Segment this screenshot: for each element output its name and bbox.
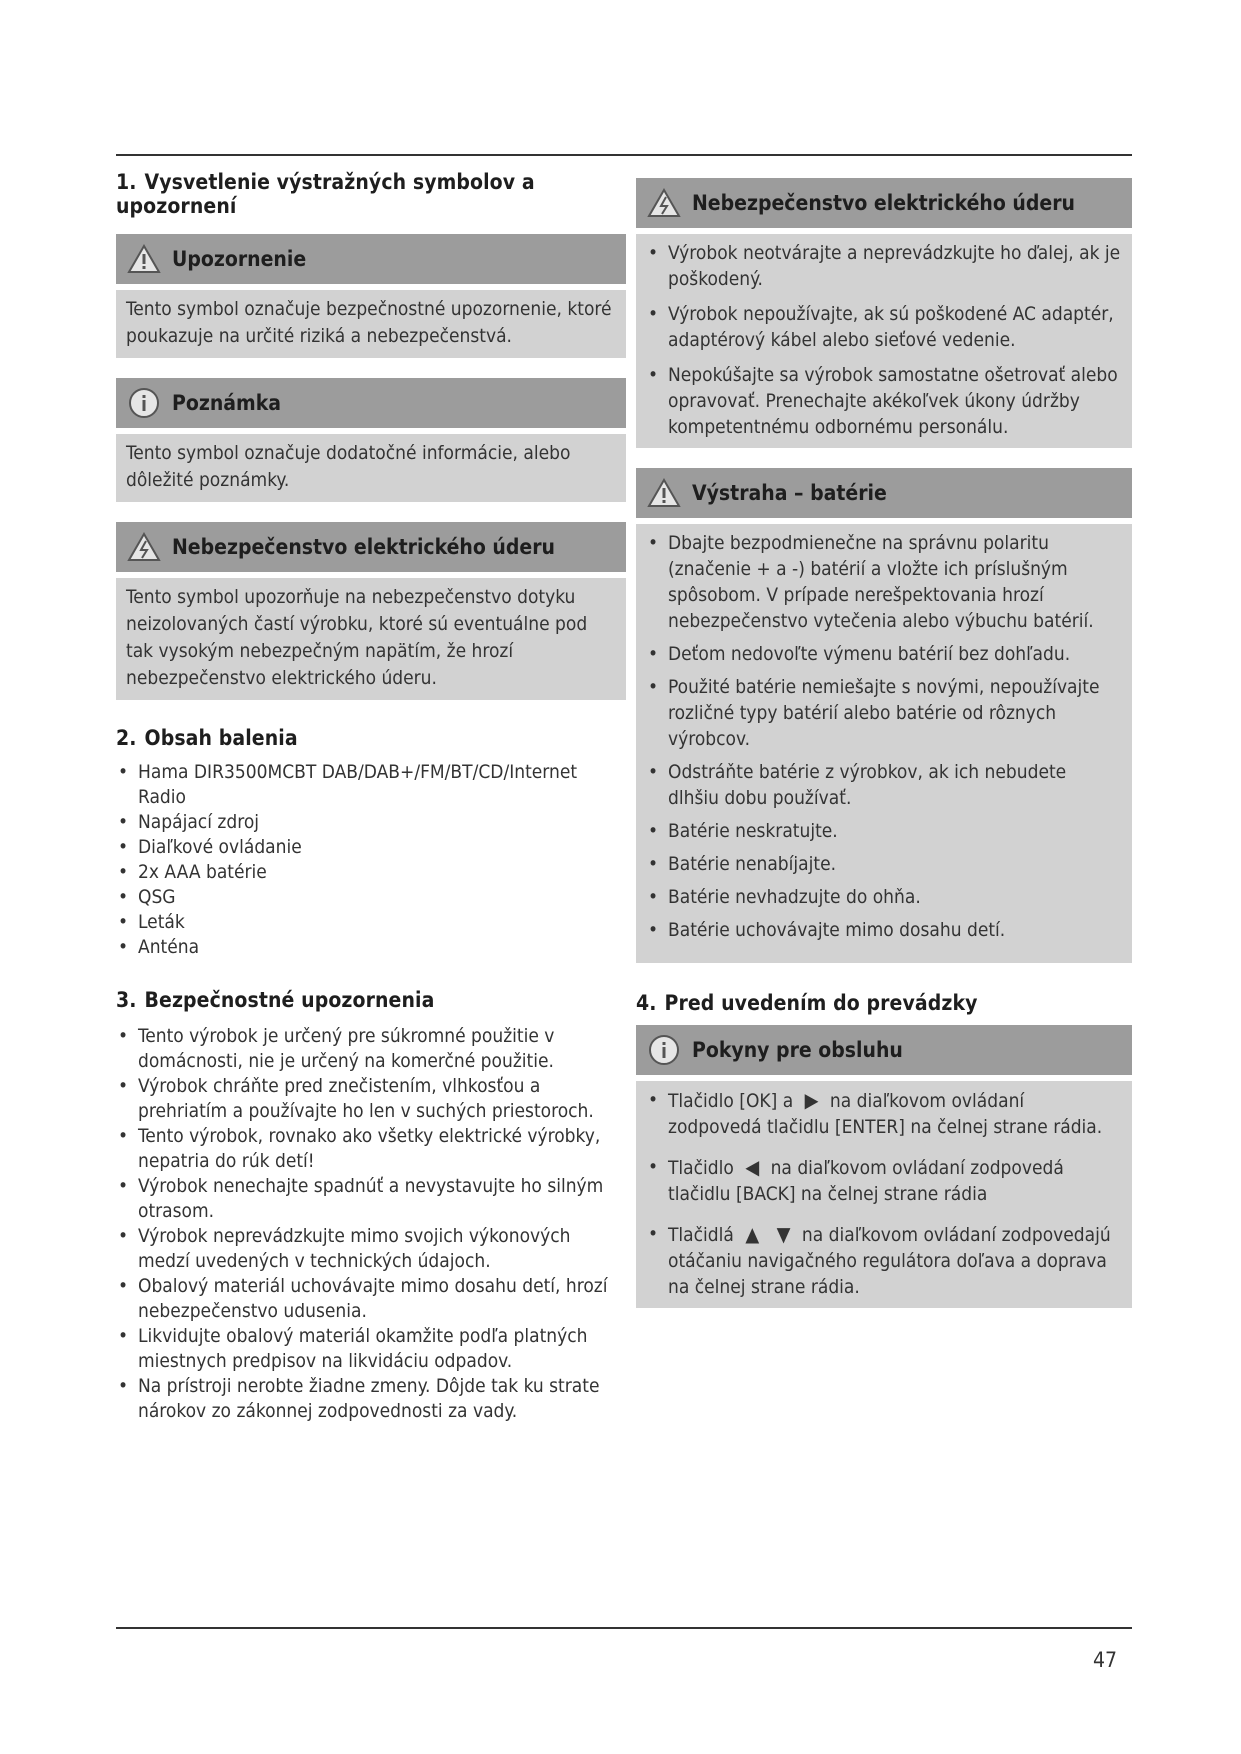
list-item: • Batérie neskratujte. <box>646 818 1122 844</box>
right-shock-box-title: Nebezpečenstvo elektrického úderu <box>692 191 1076 215</box>
list-item: • Likvidujte obalový materiál okamžite podľa platných miestnych predpisov na likvidáciu odpadov. <box>116 1324 626 1374</box>
page-number: 47 <box>1092 1648 1117 1672</box>
info-icon <box>646 1032 682 1068</box>
list-item: • Tlačidlo [OK] a ▶ na diaľkovom ovládaní zodpovedá tlačidlu [ENTER] na čelnej strane rádia. <box>646 1087 1122 1140</box>
list-item: • Výrobok nepoužívajte, ak sú poškodené AC adaptér, adaptérový kábel alebo sieťové vedenie. <box>646 301 1122 353</box>
operation-box <box>636 1025 1132 1308</box>
list-item: • Tlačidlo ◀ na diaľkovom ovládaní zodpovedá tlačidlu [BACK] na čelnej strane rádia <box>646 1154 1122 1207</box>
list-item: • Výrobok neprevádzkujte mimo svojich výkonových medzí uvedených v technických údajoch. <box>116 1224 626 1274</box>
list-item: • Batérie nenabíjajte. <box>646 851 1122 877</box>
section-number: 4. <box>636 991 657 1015</box>
battery-box-body <box>636 524 1132 963</box>
section-title: Bezpečnostné upozornenia <box>144 988 435 1012</box>
note-box-title: Poznámka <box>172 391 282 415</box>
section-title: Pred uvedením do prevádzky <box>664 991 978 1015</box>
right-shock-box-header <box>636 178 1132 228</box>
list-item: • Tento výrobok, rovnako ako všetky elektrické výrobky, nepatria do rúk detí! <box>116 1124 626 1174</box>
list-item: • Deťom nedovoľte výmenu batérií bez dohľadu. <box>646 641 1122 667</box>
list-item: • Dbajte bezpodmienečne na správnu polaritu (značenie + a -) batérií a vložte ich príslušným spôsobom. V prípade nerešpektovania hrozí nebezpečenstvo vytečenia alebo výbuchu batérií. <box>646 530 1122 634</box>
operation-box-body <box>636 1081 1132 1308</box>
right-shock-box-body <box>636 234 1132 448</box>
note-box-header <box>116 378 626 428</box>
section-number: 3. <box>116 988 137 1012</box>
down-arrow-icon: ▼ <box>776 1222 791 1246</box>
list-item: • Hama DIR3500MCBT DAB/DAB+/FM/BT/CD/Internet Radio <box>116 760 626 810</box>
electric-shock-icon <box>126 529 162 565</box>
list-item: • Tlačidlá ▲ ▼ na diaľkovom ovládaní zodpovedajú otáčaniu navigačného regulátora doľava a doprava na čelnej strane rádia. <box>646 1221 1122 1300</box>
shock-box-header <box>116 522 626 572</box>
play-right-icon: ▶ <box>804 1088 819 1112</box>
list-item: • 2x AAA batérie <box>116 860 626 885</box>
left-column <box>116 170 626 1424</box>
top-rule <box>116 154 1132 156</box>
list-item: • Výrobok chráňte pred znečistením, vlhkosťou a prehriatím a používajte ho len v suchých priestoroch. <box>116 1074 626 1124</box>
safety-list <box>116 1024 626 1424</box>
list-item: • Anténa <box>116 935 626 960</box>
operation-list <box>646 1087 1122 1300</box>
list-item: • Výrobok neotvárajte a neprevádzkujte ho ďalej, ak je poškodený. <box>646 240 1122 292</box>
list-item: • Tento výrobok je určený pre súkromné použitie v domácnosti, nie je určený na komerčné použitie. <box>116 1024 626 1074</box>
list-item: • Batérie uchovávajte mimo dosahu detí. <box>646 917 1122 943</box>
note-box-text: Tento symbol označuje dodatočné informácie, alebo dôležité poznámky. <box>116 434 626 502</box>
section-number: 2. <box>116 726 137 750</box>
list-item: • Použité batérie nemiešajte s novými, nepoužívajte rozličné typy batérií alebo batérie od rôznych výrobcov. <box>646 674 1122 752</box>
left-arrow-icon: ◀ <box>745 1155 760 1179</box>
section-4-heading <box>636 991 1132 1015</box>
list-item: • Na prístroji nerobte žiadne zmeny. Dôjde tak ku strate nárokov zo zákonnej zodpovednosti za vady. <box>116 1374 626 1424</box>
list-item: • QSG <box>116 885 626 910</box>
warning-box-title: Upozornenie <box>172 247 307 271</box>
operation-box-header <box>636 1025 1132 1075</box>
list-item: • Leták <box>116 910 626 935</box>
shock-box <box>116 522 626 700</box>
note-box <box>116 378 626 502</box>
warning-box-text: Tento symbol označuje bezpečnostné upozornenie, ktoré poukazuje na určité riziká a nebezpečenstvá. <box>116 290 626 358</box>
operation-box-title: Pokyny pre obsluhu <box>692 1038 903 1062</box>
battery-box-header <box>636 468 1132 518</box>
warning-triangle-icon <box>646 475 682 511</box>
bottom-rule <box>116 1627 1132 1629</box>
section-title: Vysvetlenie výstražných symbolov a upozornení <box>116 170 535 218</box>
section-2-heading <box>116 726 626 750</box>
right-shock-box <box>636 178 1132 448</box>
battery-warnings-list <box>646 530 1122 943</box>
package-contents-list <box>116 760 626 960</box>
battery-box-title: Výstraha – batérie <box>692 481 887 505</box>
section-title: Obsah balenia <box>144 726 298 750</box>
shock-box-title: Nebezpečenstvo elektrického úderu <box>172 535 556 559</box>
warning-triangle-icon <box>126 241 162 277</box>
right-column <box>636 178 1132 1308</box>
battery-box <box>636 468 1132 963</box>
electric-shock-icon <box>646 185 682 221</box>
up-arrow-icon: ▲ <box>745 1222 760 1246</box>
list-item: • Napájací zdroj <box>116 810 626 835</box>
list-item: • Nepokúšajte sa výrobok samostatne ošetrovať alebo opravovať. Prenechajte akékoľvek úkony údržby kompetentnému odbornému personálu. <box>646 362 1122 440</box>
list-item: • Obalový materiál uchovávajte mimo dosahu detí, hrozí nebezpečenstvo udusenia. <box>116 1274 626 1324</box>
list-item: • Výrobok nenechajte spadnúť a nevystavujte ho silným otrasom. <box>116 1174 626 1224</box>
shock-warnings-list <box>646 240 1122 440</box>
info-icon <box>126 385 162 421</box>
section-number: 1. <box>116 170 137 194</box>
list-item: • Diaľkové ovládanie <box>116 835 626 860</box>
warning-box <box>116 234 626 358</box>
list-item: • Batérie nevhadzujte do ohňa. <box>646 884 1122 910</box>
warning-box-header <box>116 234 626 284</box>
section-3-heading <box>116 988 626 1012</box>
shock-box-text: Tento symbol upozorňuje na nebezpečenstvo dotyku neizolovaných častí výrobku, ktoré sú eventuálne pod tak vysokým nebezpečným napätím, že hrozí nebezpečenstvo elektrického úderu. <box>116 578 626 700</box>
list-item: • Odstráňte batérie z výrobkov, ak ich nebudete dlhšiu dobu používať. <box>646 759 1122 811</box>
section-1-heading <box>116 170 626 218</box>
